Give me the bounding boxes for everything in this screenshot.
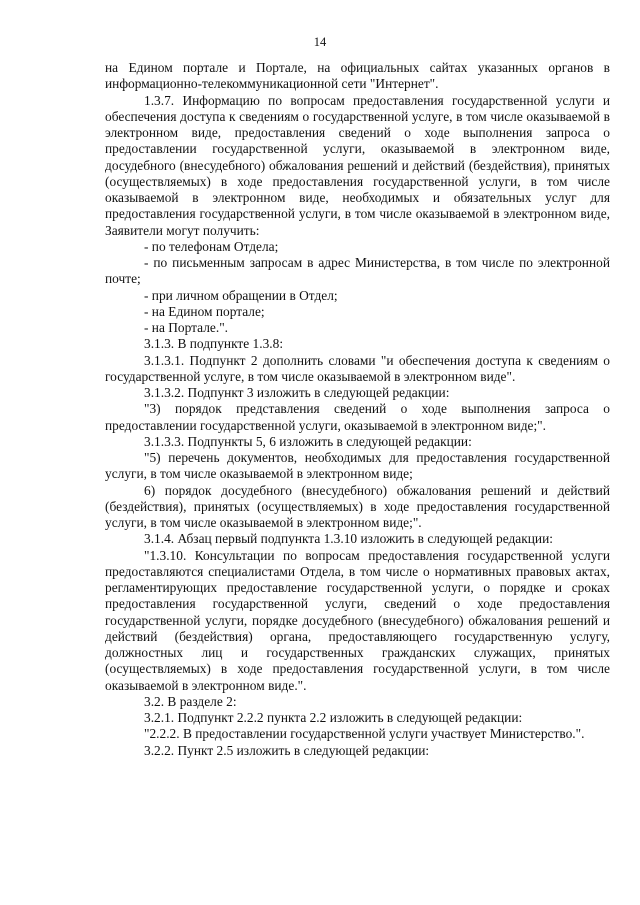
paragraph: "1.3.10. Консультации по вопросам предоставления государственной услуги предоставляются специалистами Отдела, в том числе о нормативных правовых актах, регламентирующих предоставление государственной услуги, о порядке и сроках предоставления государственной услуги, сведений о ходе предоставления государственной услуги, порядке досудебного (внесудебного) обжалования решений и действий (бездействия) органа, предоставляющего государственную услугу, должностных лиц и государственных гражданских служащих, принятых (осуществляемых) в ходе предоставления государственной услуги, в том числе оказываемой в электронном виде.".	[105, 547, 610, 693]
paragraph: 6) порядок досудебного (внесудебного) обжалования решений и действий (бездействия), принятых (осуществляемых) в ходе предоставления государственной услуги, в том числе оказываемой в электронном виде;".	[105, 482, 610, 530]
paragraph: 3.1.3.2. Подпункт 3 изложить в следующей редакции:	[144, 385, 450, 400]
page-number: 14	[313, 35, 327, 49]
list-item: - на Портале.".	[144, 320, 229, 335]
paragraph: "2.2.2. В предоставлении государственной услуги участвует Министерство.".	[144, 726, 585, 742]
paragraph: 3.1.4. Абзац первый подпункта 1.3.10 изложить в следующей редакции:	[144, 531, 553, 547]
paragraph: 3.2.1. Подпункт 2.2.2 пункта 2.2 изложить в следующей редакции:	[144, 710, 523, 725]
paragraph: 3.2.2. Пункт 2.5 изложить в следующей редакции:	[144, 742, 430, 758]
list-item: - по письменным запросам в адрес Министерства, в том числе по электронной почте;	[105, 255, 610, 287]
document-body	[105, 60, 610, 759]
list-item: - по телефонам Отдела;	[144, 238, 279, 254]
paragraph: "5) перечень документов, необходимых для предоставления государственной услуги, в том числе оказываемой в электронном виде;	[105, 450, 610, 482]
paragraph: 3.1.3.1. Подпункт 2 дополнить словами "и обеспечения доступа к сведениям о государственной услуге, в том числе оказываемой в электронном виде".	[105, 352, 610, 384]
list-item: - на Едином портале;	[144, 303, 265, 319]
paragraph: 3.1.3.3. Подпункты 5, 6 изложить в следующей редакции:	[144, 433, 472, 449]
paragraph: 3.2. В разделе 2:	[144, 693, 237, 709]
paragraph: на Едином портале и Портале, на официальных сайтах указанных органов в информационно-телекоммуникационной сети "Интернет".	[105, 60, 610, 92]
paragraph: "3) порядок представления сведений о ходе выполнения запроса о предоставлении государственной услуги, оказываемой в электронном виде;".	[105, 401, 610, 433]
list-item: - при личном обращении в Отдел;	[144, 287, 338, 303]
paragraph: 1.3.7. Информацию по вопросам предоставления государственной услуги и обеспечения доступа к сведениям о государственной услуге, в том числе оказываемой в электронном виде, предоставления сведений о ходе выполнения запроса о предоставлении государственной услуги, оказываемой в электронном виде, досудебного (внесудебного) обжалования решений и действий (бездействия), принятых (осуществляемых) в ходе предоставления государственной услуги, в том числе оказываемой в электронном виде, необходимых и обязательных услуг для предоставления государственной услуги, в том числе оказываемой в электронном виде, Заявители могут получить:	[105, 92, 610, 238]
paragraph: 3.1.3. В подпункте 1.3.8:	[144, 336, 284, 352]
